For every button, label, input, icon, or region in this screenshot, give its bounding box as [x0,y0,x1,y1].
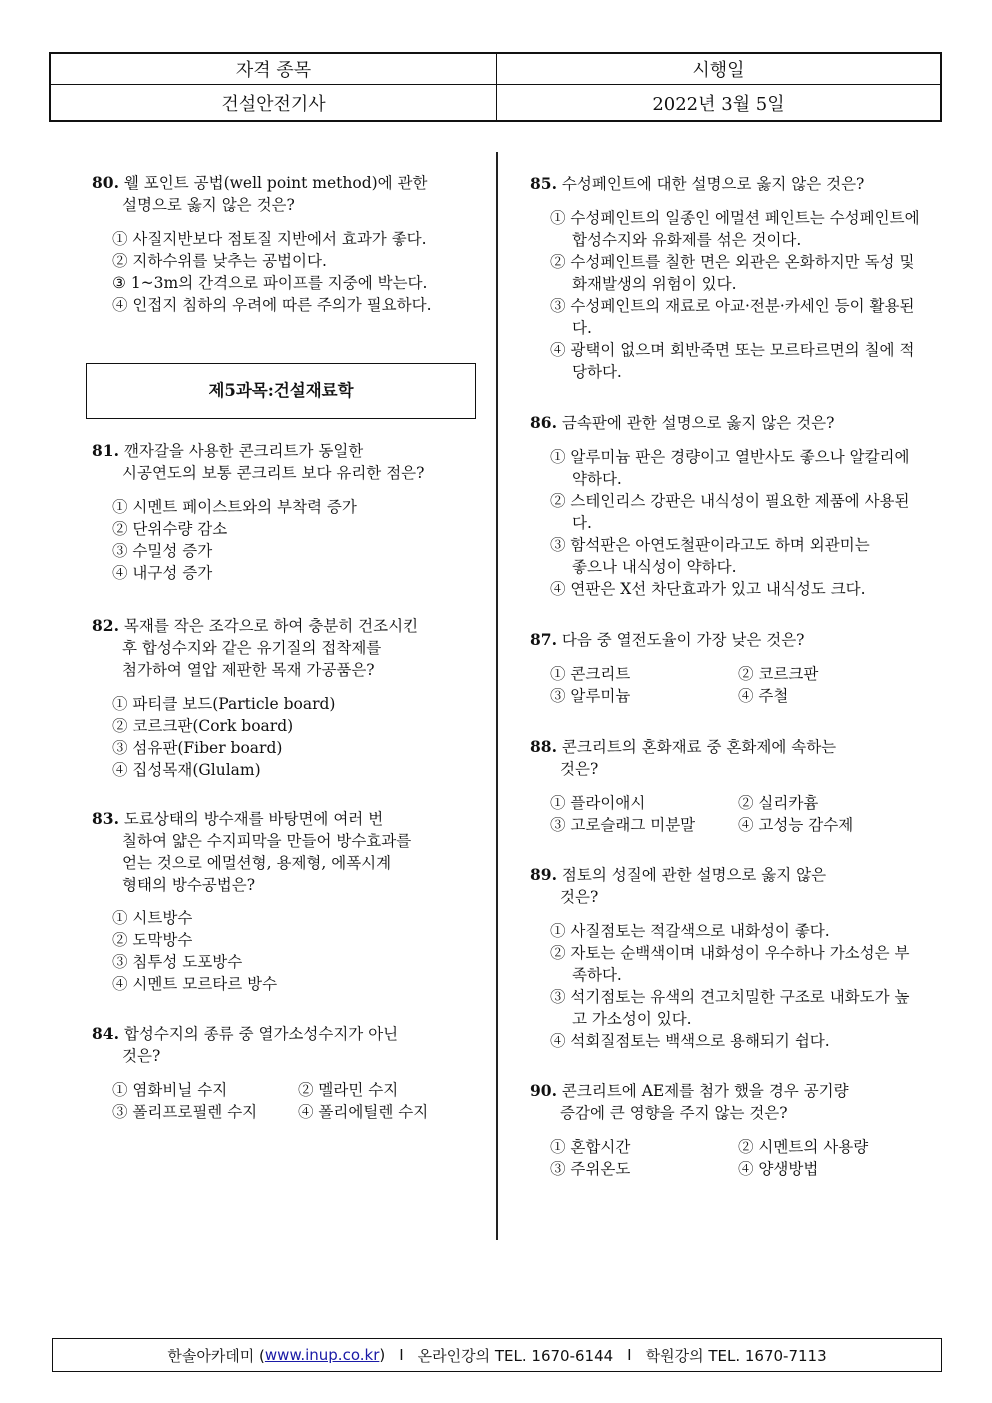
option-1: ① 콘크리트 [550,665,631,683]
question-text: 합성수지의 종류 중 열가소성수지가 아닌 [123,1025,399,1043]
option-list [92,228,484,316]
question-stem [530,864,920,908]
option-4: ④ 주철 [738,687,789,705]
question-text: 수성페인트에 대한 설명으로 옳지 않은 것은? [561,175,865,193]
question-84 [92,1023,484,1123]
option-list [530,792,920,836]
option-2: ② 스테인리스 강판은 내식성이 필요한 제품에 사용된다. [550,492,910,532]
question-text: 것은? [560,760,599,778]
option-4: ④ 인접지 침하의 우려에 따른 주의가 필요하다. [112,296,432,314]
option-4: ④ 연판은 X선 차단효과가 있고 내식성도 크다. [550,580,866,598]
section-title-box [86,363,476,419]
option-3: ③ 수성페인트의 재료로 아교·전분·카세인 등이 활용된다. [550,297,915,337]
question-text: 다음 중 열전도율이 가장 낮은 것은? [561,631,805,649]
question-number: 81. [92,441,119,460]
question-text: 금속판에 관한 설명으로 옳지 않은 것은? [561,414,835,432]
question-stem [92,440,484,484]
question-text: 첨가하여 열압 제판한 목재 가공품은? [122,661,375,679]
option-4: ④ 광택이 없으며 회반죽면 또는 모르타르면의 칠에 적당하다. [550,341,915,381]
footer-brand-close: ) [379,1346,386,1364]
question-stem [92,172,484,216]
question-number: 83. [92,809,119,828]
option-3: ③ 함석판은 아연도철판이라고도 하며 외관미는 좋으나 내식성이 약하다. [550,536,870,576]
header-exam-name: 건설안전기사 [51,85,497,120]
option-list [530,663,920,707]
option-2: ② 실리카흄 [738,794,819,812]
header-label-date: 시행일 [497,54,940,85]
question-stem [92,615,484,681]
question-text: 것은? [560,888,599,906]
option-4: ④ 폴리에틸렌 수지 [298,1103,429,1121]
question-88 [530,736,920,836]
question-text: 도료상태의 방수재를 바탕면에 여러 번 [123,810,384,828]
question-number: 82. [92,616,119,635]
question-80 [92,172,484,316]
option-list [530,1136,920,1180]
footer-separator: I [399,1346,404,1364]
footer-online-tel: 온라인강의 TEL. 1670-6144 [417,1346,614,1365]
question-81 [92,440,484,584]
option-1: ① 염화비닐 수지 [112,1081,228,1099]
question-text: 얻는 것으로 에멀션형, 용제형, 에폭시계 [122,854,392,872]
question-text: 형태의 방수공법은? [122,876,256,894]
question-text: 칠하여 얇은 수지피막을 만들어 방수효과를 [122,832,412,850]
question-text: 증감에 큰 영향을 주지 않는 것은? [560,1104,788,1122]
option-3: ③ 섬유판(Fiber board) [112,739,283,757]
header-label-qualification: 자격 종목 [51,54,497,85]
question-text: 콘크리트의 혼화재료 중 혼화제에 속하는 [561,738,837,756]
option-3: ③ 석기점토는 유색의 견고치밀한 구조로 내화도가 높고 가소성이 있다. [550,988,910,1028]
left-column [92,172,484,1123]
header-exam-date: 2022년 3월 5일 [652,93,785,115]
question-stem [530,736,920,780]
question-number: 88. [530,737,557,756]
option-2: ② 코르크판(Cork board) [112,717,294,735]
option-list [92,907,484,995]
option-2: ② 코르크판 [738,665,819,683]
question-number: 85. [530,174,557,193]
question-87 [530,629,920,707]
footer-website-link[interactable]: www.inup.co.kr [264,1346,380,1364]
option-4: ④ 시멘트 모르타르 방수 [112,975,278,993]
option-4: ④ 석회질점토는 백색으로 용해되기 쉽다. [550,1032,830,1050]
option-4: ④ 고성능 감수제 [738,816,854,834]
question-text: 설명으로 옳지 않은 것은? [122,196,295,214]
question-number: 80. [92,173,119,192]
question-stem [92,1023,484,1067]
option-list [530,207,920,383]
footer-bar [52,1338,942,1372]
question-83 [92,808,484,995]
question-stem [530,412,920,434]
question-90 [530,1080,920,1180]
footer-offline-tel: 학원강의 TEL. 1670-7113 [645,1346,827,1365]
question-number: 86. [530,413,557,432]
option-list [92,1079,484,1123]
exam-header-table [49,52,942,122]
option-2: ② 멜라민 수지 [298,1081,399,1099]
option-1: ① 혼합시간 [550,1138,631,1156]
question-stem [530,629,920,651]
right-column [530,173,920,1180]
option-3: ③ 고로슬래그 미분말 [550,816,696,834]
question-text: 시공연도의 보통 콘크리트 보다 유리한 점은? [122,464,425,482]
option-list [530,920,920,1052]
question-stem [92,808,484,896]
option-1: ① 사질점토는 적갈색으로 내화성이 좋다. [550,922,830,940]
question-text: 깬자갈을 사용한 콘크리트가 동일한 [123,442,364,460]
option-1: ① 시멘트 페이스트와의 부착력 증가 [112,498,357,516]
question-text: 점토의 성질에 관한 설명으로 옳지 않은 [561,866,827,884]
option-3: ③ 알루미늄 [550,687,631,705]
question-89 [530,864,920,1052]
option-2: ② 단위수량 감소 [112,520,228,538]
option-1: ① 사질지반보다 점토질 지반에서 효과가 좋다. [112,230,427,248]
option-2: ② 도막방수 [112,931,193,949]
question-stem [530,1080,920,1124]
option-1: ① 파티클 보드(Particle board) [112,695,336,713]
option-2: ② 자토는 순백색이며 내화성이 우수하나 가소성은 부족하다. [550,944,910,984]
question-text: 것은? [122,1047,161,1065]
option-2: ② 시멘트의 사용량 [738,1138,869,1156]
question-text: 웰 포인트 공법(well point method)에 관한 [123,174,428,192]
question-82 [92,615,484,781]
option-list [530,446,920,600]
question-text: 콘크리트에 AE제를 첨가 했을 경우 공기량 [561,1082,849,1100]
question-86 [530,412,920,600]
option-1: ① 알루미늄 판은 경량이고 열반사도 좋으나 알칼리에 약하다. [550,448,910,488]
option-4: ④ 양생방법 [738,1160,819,1178]
column-divider [496,152,498,1240]
option-list [92,693,484,781]
option-2: ② 지하수위를 낮추는 공법이다. [112,252,327,270]
question-85 [530,173,920,383]
question-number: 90. [530,1081,557,1100]
option-list [92,496,484,584]
question-number: 89. [530,865,557,884]
footer-brand: 한솔아카데미 ( [167,1346,265,1365]
question-number: 87. [530,630,557,649]
section-title: 제5과목:건설재료학 [208,381,354,400]
option-1: ① 플라이애시 [550,794,646,812]
option-1: ① 수성페인트의 일종인 에멀션 페인트는 수성페인트에 합성수지와 유화제를 섞은 것이다. [550,209,920,249]
question-text: 후 합성수지와 같은 유기질의 접착제를 [122,639,382,657]
option-3: ③ 주위온도 [550,1160,631,1178]
question-stem [530,173,920,195]
option-3: ③ 폴리프로필렌 수지 [112,1103,258,1121]
option-4: ④ 내구성 증가 [112,564,213,582]
option-3: ③ 수밀성 증가 [112,542,213,560]
option-2: ② 수성페인트를 칠한 면은 외관은 온화하지만 독성 및 화재발생의 위험이 있다. [550,253,915,293]
option-3: ③ 1~3m의 간격으로 파이프를 지중에 박는다. [112,274,428,292]
footer-separator: I [627,1346,632,1364]
question-number: 84. [92,1024,119,1043]
question-text: 목재를 작은 조각으로 하여 충분히 건조시킨 [123,617,419,635]
option-3: ③ 침투성 도포방수 [112,953,243,971]
option-1: ① 시트방수 [112,909,193,927]
option-4: ④ 집성목재(Glulam) [112,761,261,779]
